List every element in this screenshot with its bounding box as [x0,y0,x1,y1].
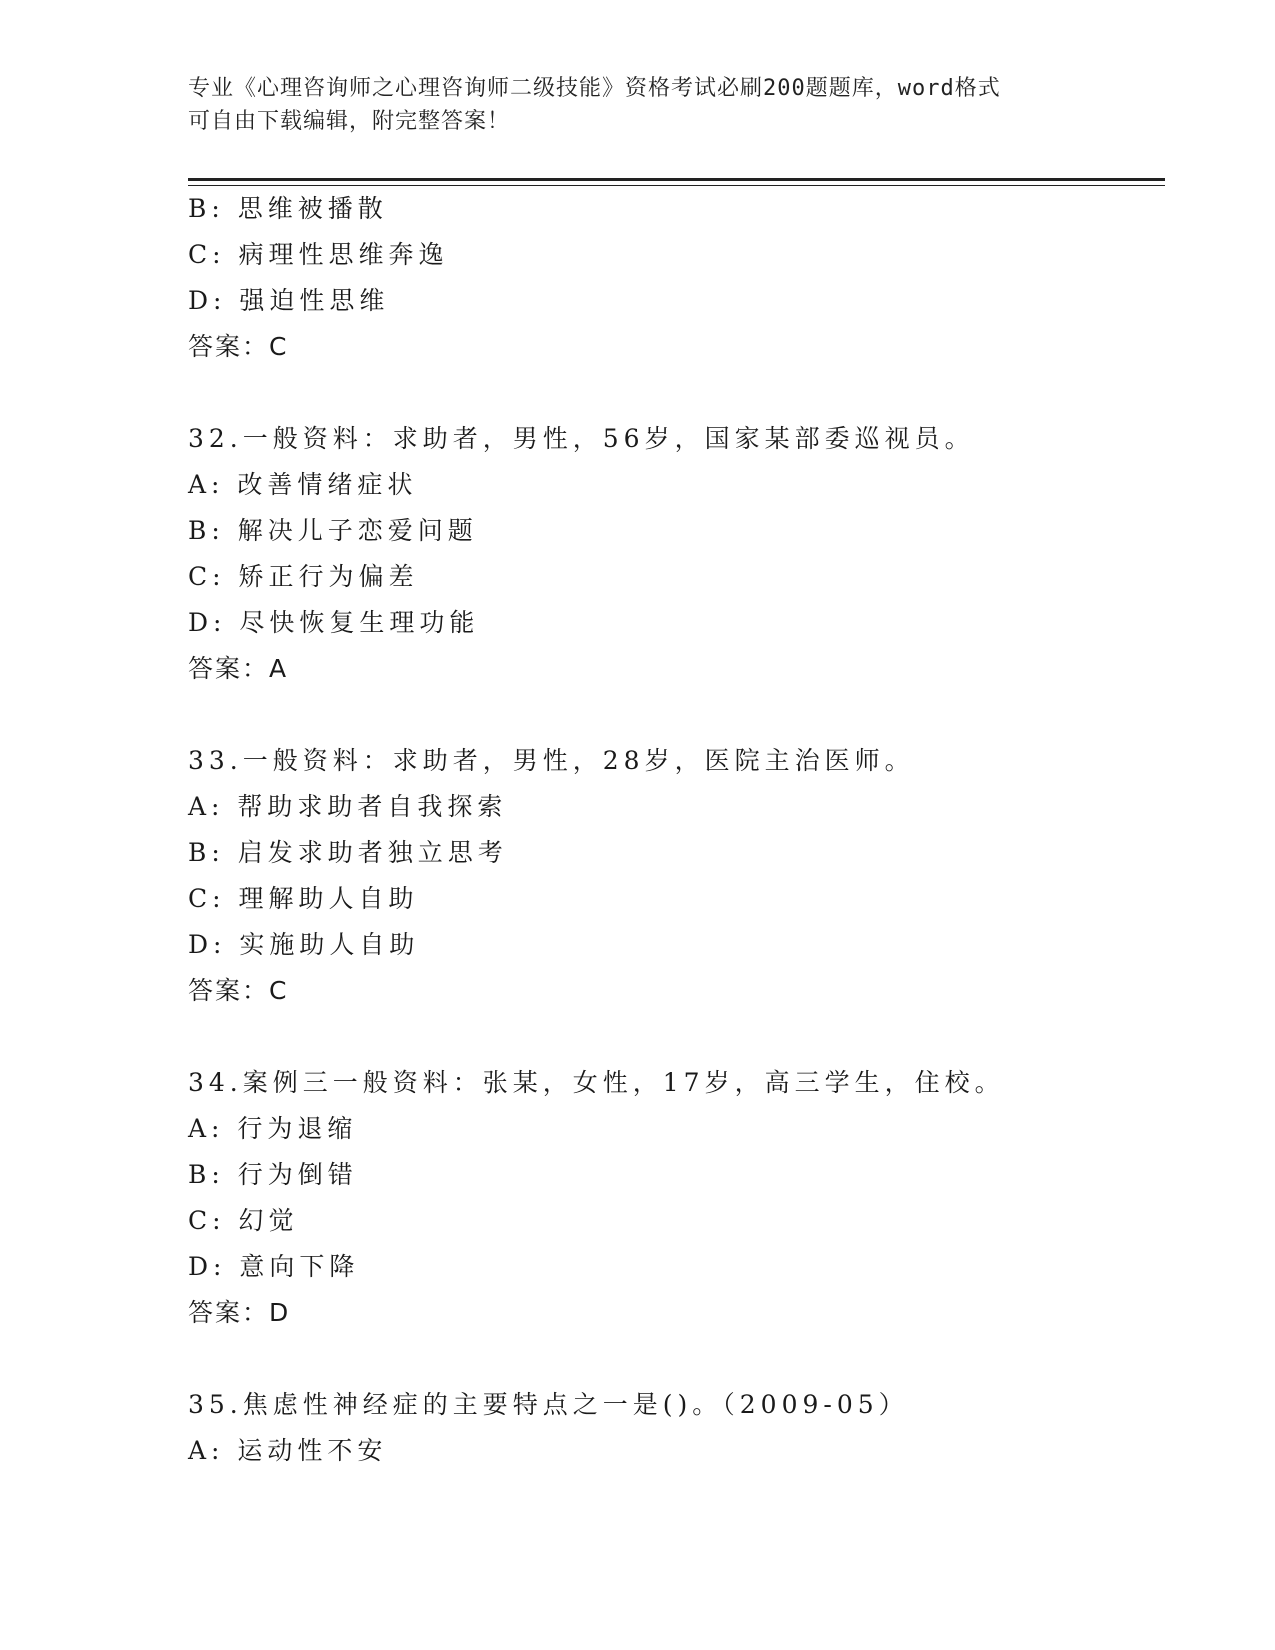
q32-option-a: A: 改善情绪症状 [188,470,418,499]
q33-stem: 33.一般资料：求助者，男性，28岁，医院主治医师。 [188,746,915,775]
q35-option-a: A: 运动性不安 [188,1436,388,1465]
q31-option-d: D: 强迫性思维 [188,286,390,315]
q34-option-a: A: 行为退缩 [188,1114,358,1143]
q32-option-b: B: 解决儿子恋爱问题 [188,516,478,545]
q32-stem: 32.一般资料：求助者，男性，56岁，国家某部委巡视员。 [188,424,975,453]
q32-option-c: C: 矫正行为偏差 [188,562,419,591]
q34-option-b: B: 行为倒错 [188,1160,358,1189]
document-header [188,72,1088,138]
q33-answer: 答案：C [188,976,289,1005]
q34-stem: 34.案例三一般资料：张某，女性，17岁，高三学生，住校。 [188,1068,1005,1097]
header-divider-thin [188,185,1165,186]
q31-option-c: C: 病理性思维奔逸 [188,240,449,269]
q33-option-a: A: 帮助求助者自我探索 [188,792,508,821]
q32-option-d: D: 尽快恢复生理功能 [188,608,480,637]
q34-answer: 答案：D [188,1298,291,1327]
q32-answer: 答案：A [188,654,289,683]
q35-stem: 35.焦虑性神经症的主要特点之一是()。（2009-05） [188,1390,909,1419]
q33-option-d: D: 实施助人自助 [188,930,420,959]
q34-option-d: D: 意向下降 [188,1252,360,1281]
q31-answer: 答案：C [188,332,289,361]
header-line-1: 专业《心理咨询师之心理咨询师二级技能》资格考试必刷200题题库，word格式 [188,76,1001,101]
q31-option-b: B: 思维被播散 [188,194,388,223]
q33-option-b: B: 启发求助者独立思考 [188,838,508,867]
header-divider-thick [188,178,1165,181]
q33-option-c: C: 理解助人自助 [188,884,419,913]
header-line-2: 可自由下载编辑，附完整答案！ [188,109,511,134]
q34-option-c: C: 幻觉 [188,1206,299,1235]
